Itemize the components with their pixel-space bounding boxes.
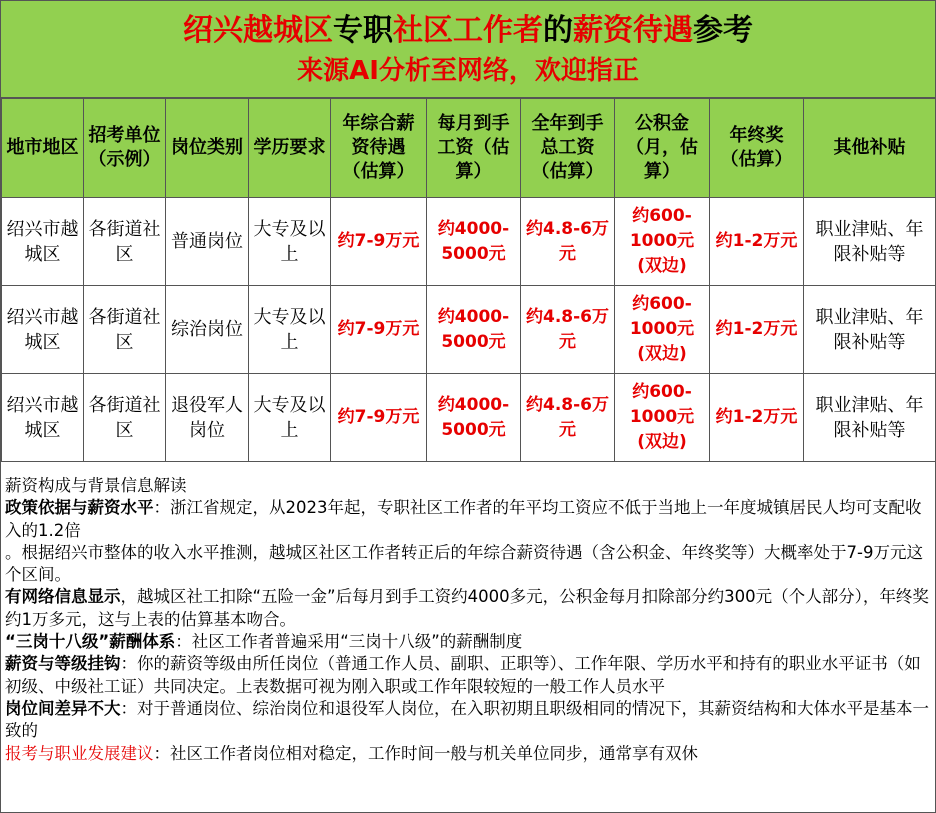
note-diff [5,698,931,743]
table-row [2,198,936,286]
cell-education: 大专及以上 [249,198,331,286]
cell-annual-takehome: 约4.8-6万元 [521,374,615,462]
title-part-fulltime: 专职 [333,13,393,48]
note-grade [5,653,931,698]
table-row [2,374,936,462]
header-unit: 招考单位（示例） [84,99,166,198]
cell-year-end-bonus: 约1-2万元 [710,374,804,462]
note-diff-text: ：对于普通岗位、综治岗位和退役军人岗位，在入职初期且职级相同的情况下，其薪资结构和大体水平是基本一致的 [5,698,929,741]
header-annual-package: 年综合薪资待遇（估算） [331,99,427,198]
note-estimate: 。根据绍兴市整体的收入水平推测，越城区社区工作者转正后的年综合薪资待遇（含公积金、年终奖等）大概率处于7-9万元这个区间。 [5,542,923,585]
cell-unit: 各街道社区 [84,374,166,462]
cell-unit: 各街道社区 [84,198,166,286]
cell-year-end-bonus: 约1-2万元 [710,286,804,374]
cell-annual-takehome: 约4.8-6万元 [521,286,615,374]
table-row [2,286,936,374]
header-year-end-bonus: 年终奖（估算） [710,99,804,198]
cell-region: 绍兴市越城区 [2,374,84,462]
title-part-community-worker: 社区工作者 [393,13,543,48]
title-part-district: 绍兴越城区 [183,13,333,48]
note-system-text: ：社区工作者普遍采用“三岗十八级”的薪酬制度 [175,632,523,652]
cell-annual-takehome: 约4.8-6万元 [521,198,615,286]
note-online-label: 有网络信息显示 [5,587,121,607]
header-annual-takehome: 全年到手总工资（估算） [521,99,615,198]
note-diff-label: 岗位间差异不大 [5,698,121,718]
cell-education: 大专及以上 [249,374,331,462]
cell-region: 绍兴市越城区 [2,198,84,286]
title-part-reference: 参考 [693,13,753,48]
main-title [1,11,935,51]
note-system-label: “三岗十八级”薪酬体系 [5,632,176,652]
header-education: 学历要求 [249,99,331,198]
cell-category: 综治岗位 [166,286,249,374]
cell-year-end-bonus: 约1-2万元 [710,198,804,286]
header-category: 岗位类别 [166,99,249,198]
note-online [5,586,931,631]
cell-education: 大专及以上 [249,286,331,374]
cell-housing-fund: 约600-1000元(双边) [615,286,710,374]
note-online-text: ，越城区社工扣除“五险一金”后每月到手工资约4000多元，公积金每月扣除部分约300元（个人部分），年终奖约1万多元，这与上表的估算基本吻合。 [5,587,929,629]
cell-region: 绍兴市越城区 [2,286,84,374]
cell-annual-package: 约7-9万元 [331,286,427,374]
cell-category: 退役军人岗位 [166,374,249,462]
header-housing-fund: 公积金（月，估算） [615,99,710,198]
table-header-row [2,99,936,198]
notes-heading: 薪资构成与背景信息解读 [5,476,187,495]
title-banner [1,1,935,98]
note-system [5,631,931,653]
note-policy [5,497,931,542]
note-advice-label: 报考与职业发展建议 [5,743,154,763]
header-monthly-pay: 每月到手工资（估算） [427,99,521,198]
cell-monthly-pay: 约4000-5000元 [427,198,521,286]
note-grade-text: ：你的薪资等级由所任岗位（普通工作人员、副职、正职等）、工作年限、学历水平和持有的职业水平证书（如初级、中级社工证）共同决定。上表数据可视为刚入职或工作年限较短的一般工作人员水平 [5,654,921,696]
cell-category: 普通岗位 [166,198,249,286]
cell-annual-package: 约7-9万元 [331,198,427,286]
cell-other-subsidies: 职业津贴、年限补贴等 [804,374,936,462]
note-policy-label: 政策依据与薪资水平 [5,498,154,518]
title-part-salary: 薪资待遇 [573,13,693,48]
cell-unit: 各街道社区 [84,286,166,374]
cell-housing-fund: 约600-1000元(双边) [615,198,710,286]
note-policy-text: ：浙江省规定，从2023年起，专职社区工作者的年平均工资应不低于当地上一年度城镇居民人均可支配收入的1.2倍 [5,498,922,540]
subtitle-source: 来源AI分析至网络，欢迎指正 [297,56,639,86]
cell-other-subsidies: 职业津贴、年限补贴等 [804,286,936,374]
note-advice-text: ：社区工作者岗位相对稳定，工作时间一般与机关单位同步，通常享有双休 [153,743,698,763]
cell-annual-package: 约7-9万元 [331,374,427,462]
cell-monthly-pay: 约4000-5000元 [427,374,521,462]
salary-table [1,98,936,462]
cell-monthly-pay: 约4000-5000元 [427,286,521,374]
cell-housing-fund: 约600-1000元(双边) [615,374,710,462]
header-other-subsidies: 其他补贴 [804,99,936,198]
header-region: 地市地区 [2,99,84,198]
notes-section [5,475,931,765]
note-grade-label: 薪资与等级挂钩 [5,654,121,674]
title-part-of: 的 [543,13,573,48]
note-advice [5,743,931,765]
cell-other-subsidies: 职业津贴、年限补贴等 [804,198,936,286]
